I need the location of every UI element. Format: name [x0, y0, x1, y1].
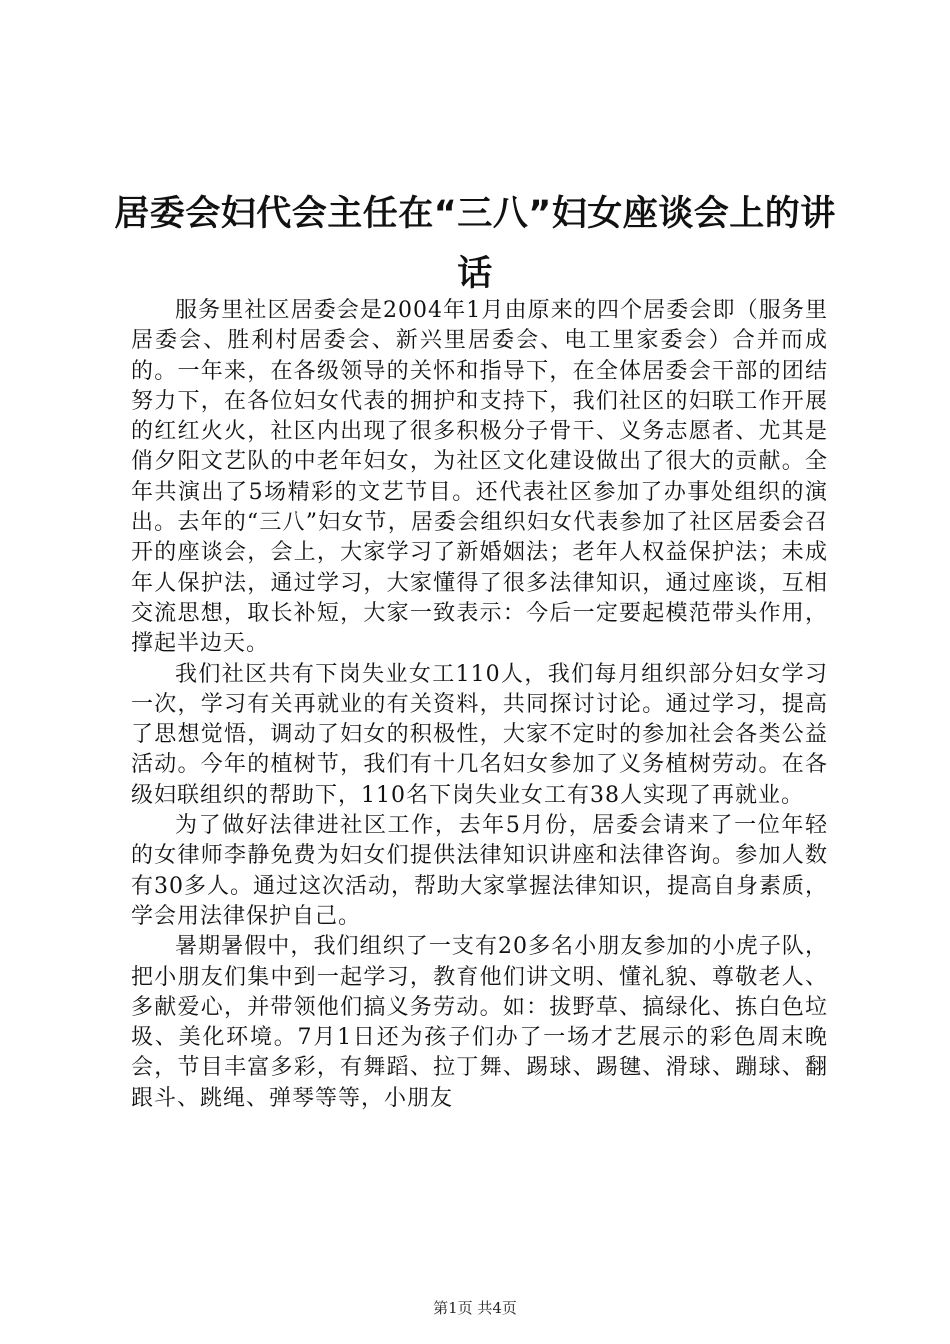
document-body	[131, 296, 828, 1114]
body-paragraph: 服务里社区居委会是2004年1月由原来的四个居委会即（服务里居委会、胜利村居委会、新兴里居委会、电工里家委会）合并而成的。一年来，在各级领导的关怀和指导下，在全体居委会干部的团结努力下，在各位妇女代表的拥护和支持下，我们社区的妇联工作开展的红红火火，社区内出现了很多积极分子骨干、义务志愿者、尤其是俏夕阳文艺队的中老年妇女，为社区文化建设做出了很大的贡献。全年共演出了5场精彩的文艺节目。还代表社区参加了办事处组织的演出。去年的“三八”妇女节，居委会组织妇女代表参加了社区居委会召开的座谈会，会上，大家学习了新婚姻法；老年人权益保护法；未成年人保护法，通过学习，大家懂得了很多法律知识，通过座谈，互相交流思想，取长补短，大家一致表示：今后一定要起模范带头作用，撑起半边天。	[131, 298, 828, 657]
body-paragraph: 为了做好法律进社区工作，去年5月份，居委会请来了一位年轻的女律师李静免费为妇女们提供法律知识讲座和法律咨询。参加人数有30多人。通过这次活动，帮助大家掌握法律知识，提高自身素质，学会用法律保护自己。	[131, 813, 828, 929]
body-paragraph: 我们社区共有下岗失业女工110人，我们每月组织部分妇女学习一次，学习有关再就业的有关资料，共同探讨讨论。通过学习，提高了思想觉悟，调动了妇女的积极性，大家不定时的参加社会各类公益活动。今年的植树节，我们有十几名妇女参加了义务植树劳动。在各级妇联组织的帮助下，110名下岗失业女工有38人实现了再就业。	[131, 661, 828, 808]
document-title: 居委会妇代会主任在“三八”妇女座谈会上的讲话	[114, 194, 836, 294]
body-paragraph: 暑期暑假中，我们组织了一支有20多名小朋友参加的小虎子队，把小朋友们集中到一起学习，教育他们讲文明、懂礼貌、尊敬老人、多献爱心，并带领他们搞义务劳动。如：拔野草、搞绿化、拣白色垃圾、美化环境。7月1日还为孩子们办了一场才艺展示的彩色周末晚会，节目丰富多彩，有舞蹈、拉丁舞、踢球、踢毽、滑球、蹦球、翻跟斗、跳绳、弹琴等等，小朋友	[131, 934, 828, 1111]
page-footer: 第1页 共4页	[433, 1299, 517, 1317]
